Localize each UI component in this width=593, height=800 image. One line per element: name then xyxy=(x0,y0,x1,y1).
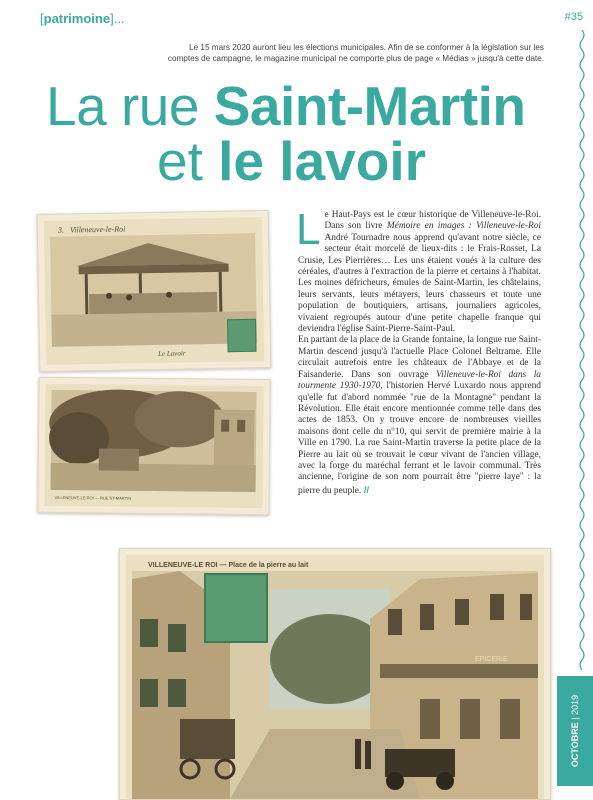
article-paragraph-2: En partant de la place de la Grande fontaine, la longue rue Saint-Martin descend jusqu'à l'actuelle Place Colonel Beltrame. Elle circulait autrefois entre les châteaux de l'Abbaye et de la Faisanderie. Dans son ouvrage Villeneuve-le-Roi dans la tourmente 1930-1970, l'historien Hervé Luxardo nous apprend qu'elle fut d'abord nommée "rue de la Montagne" pendant la Révolution. Elle était encore mentionnée comme telle dans des actes de 1853. On y trouve encore de nombreuses vieilles maisons dont celle du n°10, qui servit de première mairie à la Ville en 1790. La rue Saint-Martin traverse la petite place de la Pierre au lait où se trouvait le cœur vivant de l'ancien village, avec la forge du maréchal ferrant et le lavoir communal. Très ancienne, l'origine de son nom pourrait être "pierre laye" : la pierre du peuple. // xyxy=(298,335,541,496)
pierre-au-lait-postcard-photo xyxy=(119,548,551,800)
issue-date: OCTOBRE | 2019 xyxy=(570,694,580,768)
photo3-shop-sign: EPICERIE xyxy=(475,656,508,663)
page-number: #35 xyxy=(564,11,583,23)
photo1-subcaption: Le Lavoir xyxy=(158,349,186,358)
lavoir-postcard-photo xyxy=(37,210,272,372)
section-tag: [patrimoine]... xyxy=(40,11,125,26)
section-name: patrimoine xyxy=(43,11,111,26)
issue-month: OCTOBRE xyxy=(570,722,580,768)
article-body xyxy=(296,205,541,497)
photo2-caption: VILLENEUVE-LE-ROI — RUE ST-MARTIN xyxy=(54,494,132,501)
photo1-caption: Villeneuve-le-Roi xyxy=(69,224,126,235)
rue-saint-martin-postcard-photo xyxy=(37,377,270,515)
drop-cap: L xyxy=(296,205,321,254)
photo1-number: 3. xyxy=(57,225,65,235)
election-notice xyxy=(120,42,544,64)
photo3-caption: VILLENEUVE-LE ROI — Place de la pierre au lait xyxy=(148,562,309,569)
notice-line-1: Le 15 mars 2020 auront lieu les élections municipales. Afin de se conformer à la législation sur les xyxy=(189,43,544,52)
notice-line-2: comptes de campagne, le magazine municipal ne comporte plus de page « Médias » jusqu'à cette date. xyxy=(167,54,544,63)
end-mark: // xyxy=(361,483,370,495)
issue-year: 2019 xyxy=(570,694,580,715)
book-title-1: Mémoire en images : Villeneuve-le-Roi xyxy=(386,221,541,232)
article-title-line-2: et le lavoir xyxy=(157,130,427,192)
article-paragraph-1: Le Haut-Pays est le cœur historique de Villeneuve-le-Roi. Dans son livre Mémoire en images : Villeneuve-le-Roi André Tournadre nous apprend qu'avant notre siècle, ce secteur était morcelé de lieux-dits : le Frais-Rosset, La Crusie, Les Pierrières… Les uns étaient voués à la culture des céréales, d'autres à l'extraction de la pierre et certains à l'habitat. Les moines défricheurs, émules de Saint-Martin, les châtelains, leurs servants, leurs métayers, leurs chasseurs et toute une population de boutiquiers, artisans, journaliers agricoles, vivaient regroupés autour d'une petite chapelle franque qui deviendra l'église Saint-Pierre-Saint-Paul. xyxy=(296,205,541,335)
wavy-border-decoration xyxy=(577,30,587,670)
book-title-2: Villeneuve-le-Roi dans la tourmente 1930-1970 xyxy=(298,369,541,392)
article-title-line-1: La rue Saint-Martin xyxy=(46,75,526,137)
month-tab xyxy=(557,676,593,786)
